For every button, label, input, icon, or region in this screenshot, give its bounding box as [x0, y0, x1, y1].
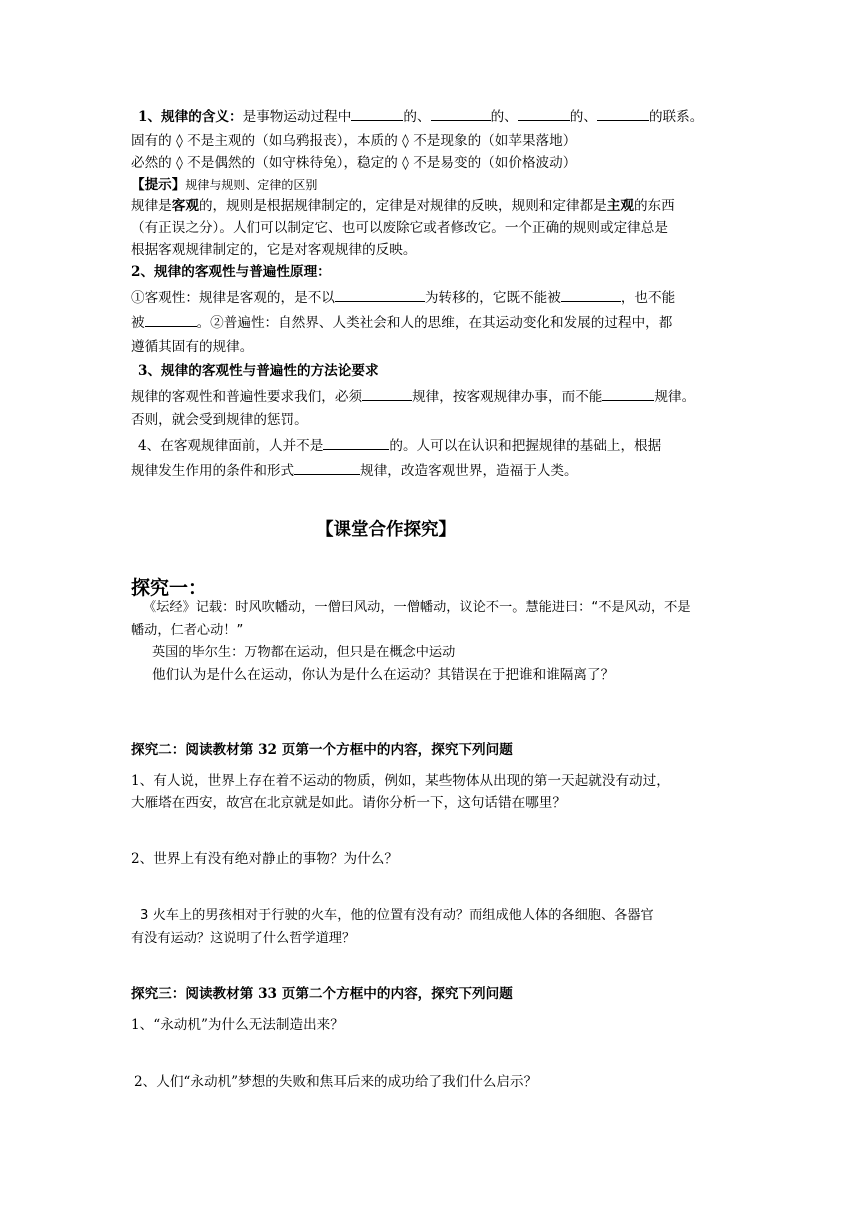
blank[interactable]: [431, 106, 491, 121]
blank[interactable]: [362, 386, 412, 401]
blank[interactable]: [518, 106, 570, 121]
inquiry-3-q1: 1、“永动机”为什么无法制造出来？: [131, 1017, 344, 1033]
s3-heading: 3、规律的客观性与普遍性的方法论要求: [138, 363, 379, 379]
section-title: 【课堂合作探究】: [316, 520, 456, 540]
inquiry-1-line1: 《坛经》记载：时风吹幡动，一僧曰风动，一僧幡动，议论不一。慧能进曰：“不是风动，不是: [143, 600, 691, 615]
s1-heading: 1、规律的含义：: [138, 109, 243, 125]
inquiry-2-q1a: 1、有人说，世界上存在着不运动的物质，例如，某些物体从出现的第一天起就没有动过，: [131, 773, 670, 789]
blank[interactable]: [294, 460, 360, 475]
s3-line2: 否则，就会受到规律的惩罚。: [131, 412, 308, 428]
blank[interactable]: [602, 386, 654, 401]
s1-line3: 必然的 ◊ 不是偶然的（如守株待兔），稳定的 ◊ 不是易变的（如价格波动）: [131, 155, 577, 171]
blank[interactable]: [597, 106, 649, 121]
inquiry-1-question: 他们认为是什么在运动，你认为是什么在运动？其错误在于把谁和谁隔离了？: [152, 667, 615, 683]
tip-text-3: 根据客观规律制定的，它是对客观规律的反映。: [131, 242, 417, 258]
blank[interactable]: [351, 106, 403, 121]
inquiry-2-q3a: 3 火车上的男孩相对于行驶的火车，他的位置有没有动？而组成他人体的各细胞、各器官: [140, 908, 654, 923]
inquiry-2-q3b: 有没有运动？这说明了什么哲学道理？: [131, 931, 356, 946]
inquiry-2-heading: 探究二：阅读教材第 32 页第一个方框中的内容，探究下列问题: [131, 742, 513, 758]
inquiry-2-q2: 2、世界上有没有绝对静止的事物？为什么？: [131, 851, 398, 867]
s2-line1: ①客观性：规律是客观的，是不以 为转移的，它既不能被 ，也不能: [131, 287, 675, 308]
s1-line1: 1、规律的含义：是事物运动过程中 的、 的、 的、 的联系。: [138, 106, 703, 127]
inquiry-1-heading: 探究一：: [131, 577, 208, 599]
inquiry-2-q1b: 大雁塔在西安，故宫在北京就是如此。请你分析一下，这句话错在哪里？: [131, 795, 566, 811]
tip-text-1: 规律是客观的，规则是根据规律制定的，定律是对规律的反映，规则和定律都是主观的东西: [131, 198, 675, 214]
s2-heading: 2、规律的客观性与普遍性原理：: [131, 264, 331, 280]
blank[interactable]: [335, 287, 425, 302]
blank[interactable]: [561, 287, 621, 302]
blank[interactable]: [145, 312, 197, 327]
tip-heading: 【提示】: [131, 177, 186, 193]
inquiry-1-line3: 英国的毕尔生：万物都在运动，但只是在概念中运动: [152, 645, 456, 660]
s2-line2: 被 。②普遍性：自然界、人类社会和人的思维，在其运动变化和发展的过程中，都: [131, 312, 672, 333]
s4-line1: 4、在客观规律面前，人并不是 的。人可以在认识和把握规律的基础上，根据: [138, 435, 661, 456]
s3-line1: 规律的客观性和普遍性要求我们，必须 规律，按客观规律办事，而不能 规律。: [131, 386, 695, 407]
blank[interactable]: [323, 435, 389, 450]
s4-line2: 规律发生作用的条件和形式 规律，改造客观世界，造福于人类。: [131, 460, 578, 481]
s2-line3: 遵循其固有的规律。: [131, 339, 254, 355]
tip-line: 【提示】规律与规则、定律的区别: [131, 177, 318, 193]
inquiry-3-heading: 探究三：阅读教材第 33 页第二个方框中的内容，探究下列问题: [131, 986, 513, 1002]
inquiry-1-line2: 幡动，仁者心动！”: [131, 623, 244, 638]
tip-text-2: （有正误之分）。人们可以制定它、也可以废除它或者修改它。一个正确的规则或定律总是: [131, 220, 668, 236]
inquiry-3-q2: 2、人们“永动机”梦想的失败和焦耳后来的成功给了我们什么启示？: [134, 1074, 538, 1090]
s1-line2: 固有的 ◊ 不是主观的（如乌鸦报丧），本质的 ◊ 不是现象的（如苹果落地）: [131, 133, 577, 149]
